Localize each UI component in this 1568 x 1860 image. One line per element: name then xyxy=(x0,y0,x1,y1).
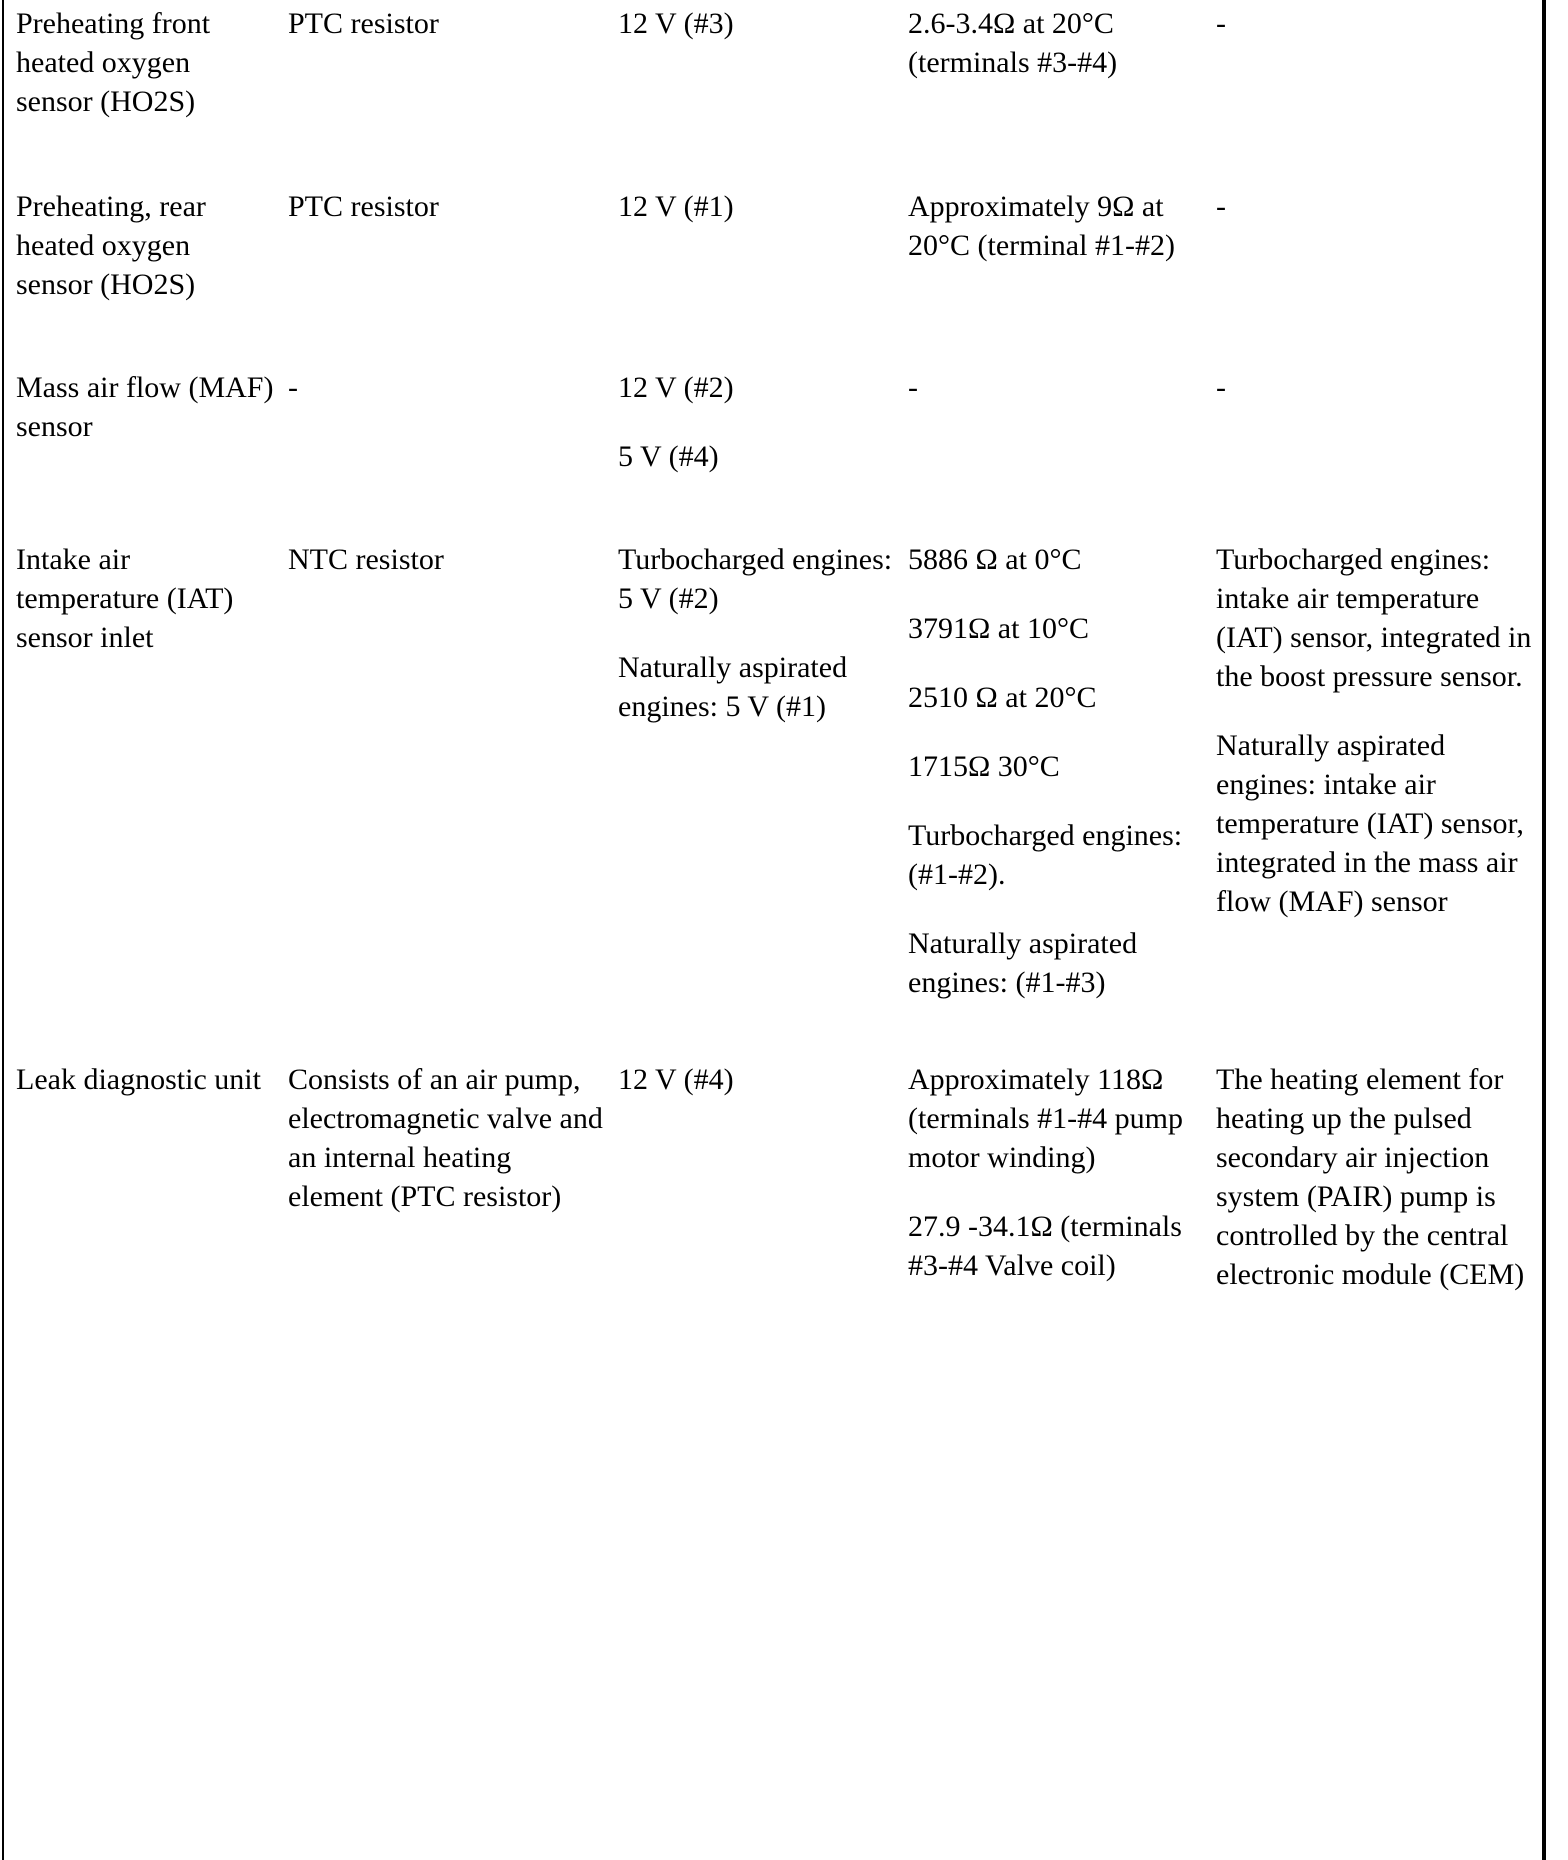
cell-component xyxy=(12,1056,284,1304)
cell-component xyxy=(12,364,284,486)
cell-description xyxy=(284,364,614,486)
text-block: 12 V (#2) xyxy=(618,371,734,404)
text-block: - xyxy=(1216,190,1226,223)
cell-resistance xyxy=(904,1056,1212,1304)
text-block: Consists of an air pump, electromagnetic valve and an internal heating element (PTC resistor) xyxy=(288,1063,603,1213)
text-block: Preheating front heated oxygen sensor (HO2S) xyxy=(16,7,211,118)
table-row xyxy=(12,1056,1558,1304)
text-block: Approximately 9Ω at 20°C (terminal #1-#2) xyxy=(908,190,1175,262)
text-block: Mass air flow (MAF) sensor xyxy=(16,371,274,443)
cell-notes xyxy=(1212,364,1558,486)
cell-voltage xyxy=(614,536,904,1012)
text-block: Intake air temperature (IAT) sensor inlet xyxy=(16,543,234,654)
text-block: The heating element for heating up the pulsed secondary air injection system (PAIR) pump is controlled by the central electronic module (CEM) xyxy=(1216,1063,1525,1291)
right-border-rule xyxy=(1542,0,1546,1860)
cell-notes xyxy=(1212,1056,1558,1304)
text-block: - xyxy=(908,371,918,404)
cell-resistance xyxy=(904,183,1212,314)
spacer-cell xyxy=(12,1012,1558,1056)
text-block: 5886 Ω at 0°C xyxy=(908,543,1082,576)
cell-description xyxy=(284,183,614,314)
text-block: 5 V (#4) xyxy=(618,440,719,473)
row-spacer xyxy=(12,1012,1558,1056)
text-block: Turbocharged engines: intake air temperature (IAT) sensor, integrated in the boost pressure sensor. xyxy=(1216,543,1532,693)
cell-component xyxy=(12,0,284,131)
cell-description xyxy=(284,536,614,1012)
cell-voltage xyxy=(614,1056,904,1304)
text-block: Turbocharged engines: 5 V (#2) xyxy=(618,543,893,615)
specification-table xyxy=(12,0,1558,1304)
text-block: 2.6-3.4Ω at 20°C (terminals #3-#4) xyxy=(908,7,1118,79)
spacer-cell xyxy=(12,131,1558,183)
text-block: 3791Ω at 10°C xyxy=(908,612,1089,645)
cell-voltage xyxy=(614,364,904,486)
text-block: - xyxy=(288,371,298,404)
text-block: 12 V (#4) xyxy=(618,1063,734,1096)
cell-voltage xyxy=(614,183,904,314)
cell-component xyxy=(12,183,284,314)
cell-notes xyxy=(1212,183,1558,314)
spacer-cell xyxy=(12,486,1558,536)
cell-resistance xyxy=(904,0,1212,131)
table-row xyxy=(12,0,1558,131)
cell-description xyxy=(284,0,614,131)
text-block: Naturally aspirated engines: intake air temperature (IAT) sensor, integrated in the mass air flow (MAF) sensor xyxy=(1216,729,1524,918)
text-block: NTC resistor xyxy=(288,543,444,576)
text-block: 12 V (#1) xyxy=(618,190,734,223)
text-block: PTC resistor xyxy=(288,7,439,40)
cell-notes xyxy=(1212,0,1558,131)
text-block: 2510 Ω at 20°C xyxy=(908,681,1097,714)
row-spacer xyxy=(12,131,1558,183)
text-block: PTC resistor xyxy=(288,190,439,223)
text-block: Leak diagnostic unit xyxy=(16,1063,261,1096)
cell-description xyxy=(284,1056,614,1304)
cell-notes xyxy=(1212,536,1558,1012)
cell-resistance xyxy=(904,536,1212,1012)
table-row xyxy=(12,364,1558,486)
table-row xyxy=(12,183,1558,314)
text-block: - xyxy=(1216,371,1226,404)
text-block: 1715Ω 30°C xyxy=(908,750,1060,783)
text-block: Approximately 118Ω (terminals #1-#4 pump motor winding) xyxy=(908,1063,1183,1174)
cell-resistance xyxy=(904,364,1212,486)
table-row xyxy=(12,536,1558,1012)
spacer-cell xyxy=(12,314,1558,364)
text-block: Naturally aspirated engines: 5 V (#1) xyxy=(618,651,848,723)
text-block: Preheating, rear heated oxygen sensor (HO2S) xyxy=(16,190,206,301)
text-block: - xyxy=(1216,7,1226,40)
text-block: 27.9 -34.1Ω (terminals #3-#4 Valve coil) xyxy=(908,1210,1182,1282)
text-block: Naturally aspirated engines: (#1-#3) xyxy=(908,927,1138,999)
row-spacer xyxy=(12,486,1558,536)
left-border-rule xyxy=(2,0,4,1860)
cell-component xyxy=(12,536,284,1012)
row-spacer xyxy=(12,314,1558,364)
text-block: Turbocharged engines: (#1-#2). xyxy=(908,819,1183,891)
text-block: 12 V (#3) xyxy=(618,7,734,40)
cell-voltage xyxy=(614,0,904,131)
